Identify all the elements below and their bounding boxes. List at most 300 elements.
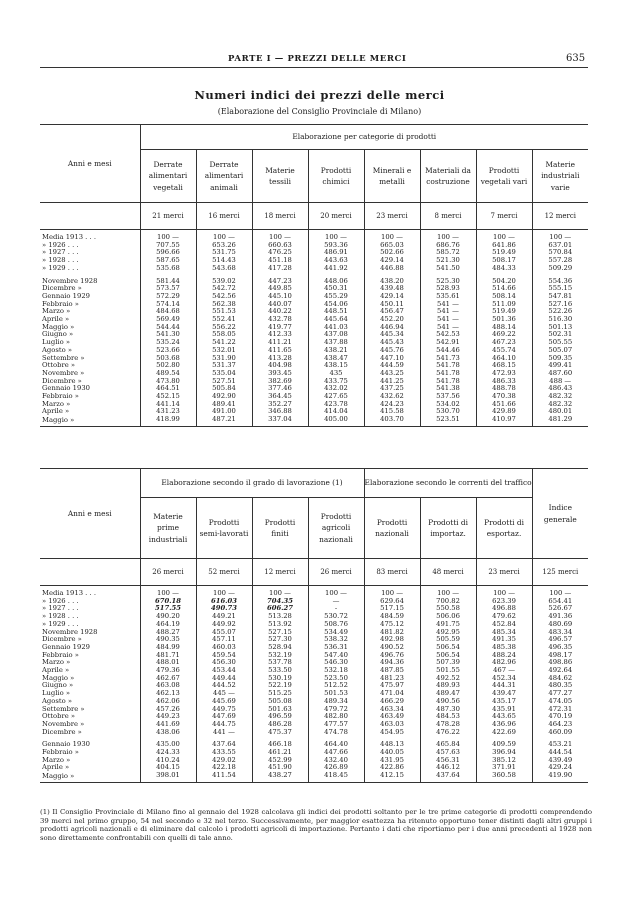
cell-value: 527.15 (252, 629, 308, 637)
cell-value: 538.32 (308, 636, 364, 644)
cell-value: 475.37 (252, 729, 308, 737)
cell-value: 484.53 (420, 713, 476, 721)
cell-value: 447.66 (308, 749, 364, 757)
table-row (40, 736, 588, 749)
cell-value: 385.12 (476, 757, 532, 765)
table-row (40, 370, 588, 378)
cell-value: 445.69 (196, 698, 252, 706)
cell-value: 516.30 (532, 316, 588, 324)
cell-value: 100 — (476, 230, 532, 242)
cell-value: 485.38 (476, 644, 532, 652)
cell-value: 422.69 (476, 729, 532, 737)
cell-value: 457.26 (140, 706, 196, 714)
cell-value: 444.75 (196, 721, 252, 729)
cell-value: 593.36 (308, 242, 364, 250)
cell-value: 418.99 (140, 416, 196, 426)
cell-value: 482.32 (532, 393, 588, 401)
cell-value: 585.72 (420, 249, 476, 257)
cell-value: 494.36 (364, 659, 420, 667)
col-header-general-index: Indice generale (532, 469, 588, 559)
row-label: » 1929 . . . (42, 620, 79, 628)
cell-value: 515.25 (252, 690, 308, 698)
cell-value: 530.72 (308, 613, 364, 621)
cell-value: 418.45 (308, 772, 364, 782)
cell-value: 488.24 (476, 652, 532, 660)
cell-value: 411.65 (252, 347, 308, 355)
cell-value: 100 — (532, 230, 588, 242)
cell-value: 454.06 (308, 301, 364, 309)
cell-value: 464.23 (532, 721, 588, 729)
cell-value: 455.07 (196, 629, 252, 637)
cell-value: 410.97 (476, 416, 532, 426)
cell-value: 447.23 (252, 273, 308, 286)
cell-value: 501.63 (252, 706, 308, 714)
cell-value: 463.03 (364, 721, 420, 729)
cell-value: 596.66 (140, 249, 196, 257)
cell-value: 445.34 (364, 331, 420, 339)
cell-value: 371.91 (476, 764, 532, 772)
cell-value: 445 — (196, 690, 252, 698)
col-header: Prodotti di esportaz. (476, 498, 532, 559)
cell-value: 481.23 (364, 675, 420, 683)
stub-header: Anni e mesi (40, 125, 140, 203)
row-label: Ottobre » (42, 362, 76, 370)
cell-value: 463.34 (364, 706, 420, 714)
cell-value: 452.99 (252, 757, 308, 765)
cell-value: 473.80 (140, 378, 196, 386)
table-row (40, 273, 588, 286)
cell-value: 477.57 (308, 721, 364, 729)
cell-value: 496.57 (532, 636, 588, 644)
cell-value: 489.41 (196, 401, 252, 409)
cell-value: 547.40 (308, 652, 364, 660)
cell-value: 505.55 (532, 339, 588, 347)
cell-value: 424.23 (364, 401, 420, 409)
cell-value: 432.78 (252, 316, 308, 324)
cell-value: 469.22 (476, 331, 532, 339)
cell-value: 555.15 (532, 285, 588, 293)
cell-value: 438.21 (308, 347, 364, 355)
cell-value: 544.46 (420, 347, 476, 355)
cell-value: 444.54 (532, 749, 588, 757)
cell-value: — (308, 598, 364, 606)
col-weight: 48 merci (420, 559, 476, 586)
cell-value: 489.47 (420, 690, 476, 698)
table-row (40, 667, 588, 675)
cell-value: 505.84 (196, 385, 252, 393)
cell-value: 543.68 (196, 265, 252, 273)
cell-value: 464.40 (308, 736, 364, 749)
cell-value: 606.27 (252, 605, 308, 613)
cell-value: 528.94 (252, 644, 308, 652)
table-row (40, 230, 588, 242)
cell-value: 479.72 (308, 706, 364, 714)
group-header-processing: Elaborazione secondo il grado di lavorazione (1) (140, 469, 364, 498)
cell-value: 447.69 (196, 713, 252, 721)
cell-value: 435.17 (476, 698, 532, 706)
cell-value: 507.39 (420, 659, 476, 667)
page-subtitle: (Elaborazione del Consiglio Provinciale di Milano) (217, 107, 422, 116)
cell-value: 558.05 (196, 331, 252, 339)
cell-value: 432.40 (308, 757, 364, 765)
cell-value: 531.90 (196, 355, 252, 363)
cell-value: 455.74 (476, 347, 532, 355)
row-label: Aprile » (42, 667, 70, 675)
cell-value: 492.90 (196, 393, 252, 401)
col-weight: 125 merci (532, 559, 588, 586)
cell-value: 435.00 (140, 736, 196, 749)
cell-value: 440.22 (252, 308, 308, 316)
cell-value: 424.33 (140, 749, 196, 757)
cell-value: 404.98 (252, 362, 308, 370)
table-row (40, 721, 588, 729)
cell-value: 487.85 (364, 667, 420, 675)
cell-value: 569.49 (140, 316, 196, 324)
cell-value: 491.35 (476, 636, 532, 644)
row-label: Gennaio 1929 (42, 643, 90, 651)
cell-value: 544.44 (140, 324, 196, 332)
cell-value: 476.25 (252, 249, 308, 257)
cell-value: 480.69 (532, 621, 588, 629)
cell-value: 704.35 (252, 598, 308, 606)
cell-value: 422.18 (196, 764, 252, 772)
row-label: Dicembre » (42, 285, 82, 293)
cell-value: 457.63 (420, 749, 476, 757)
cell-value: 436.96 (476, 721, 532, 729)
col-weight: 12 merci (252, 559, 308, 586)
cell-value: 464.51 (140, 385, 196, 393)
cell-value: 477.27 (532, 690, 588, 698)
cell-value: 482.80 (308, 713, 364, 721)
cell-value: 616.03 (196, 598, 252, 606)
cell-value: 452.15 (140, 393, 196, 401)
page-title: Numeri indici dei prezzi delle merci (194, 88, 445, 102)
cell-value: 441 — (196, 729, 252, 737)
table-row (40, 339, 588, 347)
cell-value: 100 — (140, 230, 196, 242)
cell-value: 412.33 (252, 331, 308, 339)
row-label: Novembre » (42, 720, 85, 728)
cell-value: 100 — (420, 586, 476, 598)
cell-value: 465.84 (420, 736, 476, 749)
cell-value: 488.14 (476, 324, 532, 332)
cell-value: 541.50 (420, 265, 476, 273)
row-label: Dicembre » (42, 728, 82, 736)
cell-value: 547.81 (532, 293, 588, 301)
cell-value: 426.89 (308, 764, 364, 772)
table-row (40, 331, 588, 339)
group-header-traffic: Elaborazione secondo le correnti del traffico (364, 469, 532, 498)
cell-value: 492.52 (420, 675, 476, 683)
cell-value: 541.38 (420, 385, 476, 393)
col-weight: 16 merci (196, 203, 252, 230)
cell-value: 527.51 (196, 378, 252, 386)
cell-value: 542.72 (196, 285, 252, 293)
row-label: Dicembre » (42, 377, 82, 385)
row-label: Novembre 1928 (42, 628, 98, 636)
cell-value: 541 — (420, 324, 476, 332)
cell-value: 100 — (420, 230, 476, 242)
cell-value: 534.02 (420, 401, 476, 409)
cell-value: 443.63 (308, 257, 364, 265)
table-row (40, 285, 588, 293)
table-row (40, 324, 588, 332)
cell-value: 346.88 (252, 408, 308, 416)
cell-value: 482.32 (532, 401, 588, 409)
cell-value: 502.31 (532, 331, 588, 339)
col-header: Prodotti chimici (308, 150, 364, 203)
cell-value: 409.59 (476, 736, 532, 749)
table-row (40, 706, 588, 714)
row-label: » 1928 . . . (42, 613, 79, 621)
cell-value: 491.00 (196, 408, 252, 416)
cell-value: 447.10 (364, 355, 420, 363)
cell-value: 435.91 (476, 706, 532, 714)
cell-value: 454.95 (364, 729, 420, 737)
cell-value: 100 — (476, 586, 532, 598)
cell-value: 100 — (308, 586, 364, 598)
cell-value: 623.39 (476, 598, 532, 606)
cell-value: 414.04 (308, 408, 364, 416)
col-header: Materie tessili (252, 150, 308, 203)
cell-value: 462.67 (140, 675, 196, 683)
cell-value: 700.82 (420, 598, 476, 606)
row-label: » 1927 . . . (42, 605, 79, 613)
cell-value: 487.21 (196, 416, 252, 426)
cell-value: 530.19 (252, 675, 308, 683)
cell-value: 492.98 (364, 636, 420, 644)
cell-value: 382.69 (252, 378, 308, 386)
cell-value: 481.29 (532, 416, 588, 426)
cell-value: 508.76 (308, 621, 364, 629)
cell-value: 501.55 (420, 667, 476, 675)
table-row (40, 308, 588, 316)
cell-value: 541.73 (420, 355, 476, 363)
cell-value: 437.25 (364, 385, 420, 393)
cell-value: 490.73 (196, 605, 252, 613)
table-row (40, 605, 588, 613)
cell-value: 496.59 (252, 713, 308, 721)
cell-value: 517.55 (140, 605, 196, 613)
cell-value: 572.29 (140, 293, 196, 301)
cell-value: 412.15 (364, 772, 420, 782)
cell-value: 449.92 (196, 621, 252, 629)
row-label: » 1926 . . . (42, 241, 79, 249)
cell-value: 535.61 (420, 293, 476, 301)
table-row (40, 347, 588, 355)
table-row (40, 249, 588, 257)
cell-value: 437.08 (308, 331, 364, 339)
cell-value: 587.65 (140, 257, 196, 265)
cell-value: 474.05 (532, 698, 588, 706)
cell-value: 509.35 (532, 355, 588, 363)
table-row (40, 757, 588, 765)
cell-value: 422.86 (364, 764, 420, 772)
cell-value: 502.66 (364, 249, 420, 257)
cell-value: 541.30 (140, 331, 196, 339)
cell-value: 541 — (420, 308, 476, 316)
col-header: Materie prime industriali (140, 498, 196, 559)
row-label: Febbraio » (42, 393, 79, 401)
cell-value: 484.59 (364, 613, 420, 621)
cell-value: 537.56 (420, 393, 476, 401)
cell-value: 404.15 (140, 764, 196, 772)
cell-value: 441.69 (140, 721, 196, 729)
cell-value: 448.13 (364, 736, 420, 749)
cell-value: 470.19 (532, 713, 588, 721)
cell-value: 523.50 (308, 675, 364, 683)
row-label: Luglio » (42, 690, 71, 698)
table-row (40, 613, 588, 621)
cell-value: 360.58 (476, 772, 532, 782)
cell-value: 440.05 (364, 749, 420, 757)
cell-value: 551.53 (196, 308, 252, 316)
cell-value: 439.49 (532, 757, 588, 765)
cell-value: 460.03 (196, 644, 252, 652)
cell-value: 456.31 (420, 757, 476, 765)
cell-value: 464.19 (140, 621, 196, 629)
cell-value: 542.53 (420, 331, 476, 339)
cell-value: 481.71 (140, 652, 196, 660)
footnote: (1) Il Consiglio Provinciale di Milano fino al gennaio del 1928 calcolava gli indici dei prodotti soltanto per le tre prime categorie di prodotti comprendendo 39 merci nel primo gruppo, 54 nel secondo e 32 nel terzo. Successivamente, per maggior esattezza ha ritenuto opportuno tener distinti dagli altri gruppi i prodotti agricoli nazionali e di eliminare dal calcolo i prodotti agricoli di importazione. Pertanto i dati che riportiamo per i due anni precedenti al 1928 non sono direttamente confrontabili con quelli di tale anno. (40, 808, 592, 842)
cell-value: 534.49 (308, 629, 364, 637)
cell-value: 455.29 (308, 293, 364, 301)
cell-value: 502.80 (140, 362, 196, 370)
cell-value: 535.04 (196, 370, 252, 378)
cell-value: 487.30 (420, 706, 476, 714)
row-label: » 1927 . . . (42, 249, 79, 257)
cell-value: 466.29 (364, 698, 420, 706)
header-rule (40, 67, 588, 68)
cell-value: 450.11 (364, 301, 420, 309)
cell-value: 522.26 (532, 308, 588, 316)
running-head: PARTE I — PREZZI DELLE MERCI (228, 54, 407, 64)
table-categories (40, 124, 588, 427)
cell-value: 503.68 (140, 355, 196, 363)
cell-value: 460.09 (532, 729, 588, 737)
col-header: Minerali e metalli (364, 150, 420, 203)
row-label: Maggio » (40, 772, 140, 782)
table-row (40, 698, 588, 706)
cell-value: 419.90 (532, 772, 588, 782)
cell-value: 535.68 (140, 265, 196, 273)
cell-value: 479.36 (140, 667, 196, 675)
cell-value: 511.09 (476, 301, 532, 309)
cell-value: - (308, 605, 364, 613)
cell-value: 573.57 (140, 285, 196, 293)
cell-value: 437.64 (196, 736, 252, 749)
cell-value: 468.15 (476, 362, 532, 370)
cell-value: 499.41 (532, 362, 588, 370)
cell-value: 451.66 (476, 401, 532, 409)
cell-value: 660.63 (252, 242, 308, 250)
cell-value: 498.17 (532, 652, 588, 660)
cell-value: 446.88 (364, 265, 420, 273)
row-label: Febbraio » (42, 749, 79, 757)
cell-value: 463.49 (364, 713, 420, 721)
cell-value: 449.44 (196, 675, 252, 683)
table-row (40, 636, 588, 644)
cell-value: 489.34 (308, 698, 364, 706)
cell-value: 488.27 (140, 629, 196, 637)
cell-value: 441.25 (364, 378, 420, 386)
row-label: Marzo » (42, 756, 71, 764)
cell-value: 496.35 (532, 644, 588, 652)
col-header: Prodotti agricoli nazionali (308, 498, 364, 559)
cell-value: 474.78 (308, 729, 364, 737)
cell-value: 490.35 (140, 636, 196, 644)
cell-value: 496.76 (364, 652, 420, 660)
cell-value: 505.59 (420, 636, 476, 644)
cell-value: 449.75 (196, 706, 252, 714)
table-row (40, 355, 588, 363)
col-weight: 52 merci (196, 559, 252, 586)
cell-value: 513.92 (252, 621, 308, 629)
row-label: Gennaio 1930 (42, 385, 90, 393)
cell-value: 100 — (252, 230, 308, 242)
cell-value: 501.36 (476, 316, 532, 324)
cell-value: 506.06 (420, 613, 476, 621)
cell-value: 463.08 (140, 682, 196, 690)
row-label: Settembre » (42, 354, 85, 362)
cell-value: 459.54 (196, 652, 252, 660)
cell-value: 475.97 (364, 682, 420, 690)
cell-value: 498.86 (532, 659, 588, 667)
cell-value: 486.28 (252, 721, 308, 729)
col-header: Prodotti vegetali vari (476, 150, 532, 203)
cell-value: 449.85 (252, 285, 308, 293)
cell-value: 485.34 (476, 629, 532, 637)
row-label: Aprile » (42, 316, 70, 324)
cell-value: 475.12 (364, 621, 420, 629)
cell-value: 410.24 (140, 757, 196, 765)
row-label: Gennaio 1930 (42, 740, 90, 749)
col-weight: 8 merci (420, 203, 476, 230)
cell-value: 432.62 (364, 393, 420, 401)
table-row (40, 265, 588, 273)
cell-value: 570.84 (532, 249, 588, 257)
cell-value: 451.18 (252, 257, 308, 265)
table-processing-traffic (40, 468, 588, 783)
cell-value: 456.30 (196, 659, 252, 667)
cell-value: 489.54 (140, 370, 196, 378)
cell-value: 403.70 (364, 416, 420, 426)
row-label: Maggio » (40, 416, 140, 426)
col-weight: 21 merci (140, 203, 196, 230)
cell-value: 654.41 (532, 598, 588, 606)
cell-value: 512.52 (308, 682, 364, 690)
cell-value: 452.34 (476, 675, 532, 683)
cell-value: 504.20 (476, 273, 532, 286)
cell-value: 480.01 (532, 408, 588, 416)
cell-value: 429.14 (364, 257, 420, 265)
row-label: Giugno » (42, 331, 74, 339)
cell-value: 487.60 (532, 370, 588, 378)
cell-value: 488.78 (476, 385, 532, 393)
cell-value: 535.24 (140, 339, 196, 347)
table-row (40, 378, 588, 386)
cell-value: 440.07 (252, 301, 308, 309)
cell-value: 445.64 (308, 316, 364, 324)
cell-value: 100 — (140, 586, 196, 598)
cell-value: 514.66 (476, 285, 532, 293)
cell-value: 508.14 (476, 293, 532, 301)
cell-value: 526.67 (532, 605, 588, 613)
cell-value: 429.89 (476, 408, 532, 416)
cell-value: 448.51 (308, 308, 364, 316)
stub-header: Anni e mesi (40, 469, 140, 559)
row-label: Marzo » (42, 659, 71, 667)
